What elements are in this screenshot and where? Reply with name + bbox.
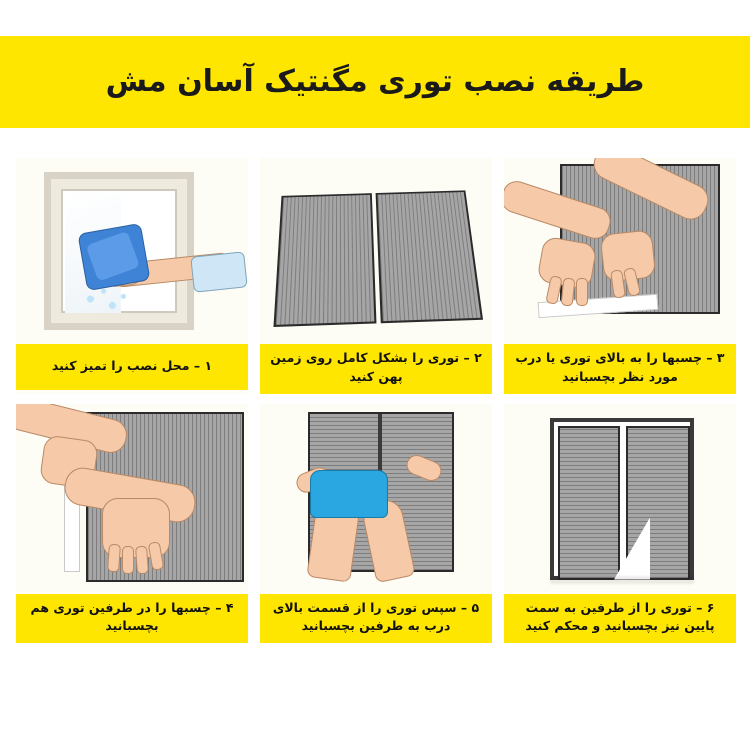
- steps-grid: [14, 158, 736, 643]
- step-card-1: [16, 158, 248, 394]
- step-card-6: [504, 404, 736, 644]
- step-card-3: [504, 158, 736, 394]
- page-title: طریقه نصب توری مگنتیک آسان مش: [105, 63, 645, 99]
- step-card-5: [260, 404, 492, 644]
- step-6-caption: ۶ – توری را از طرفین به سمت پایین نیز بچسبانید و محکم کنید: [504, 594, 736, 644]
- step-card-4: [16, 404, 248, 644]
- floor-shadow: [550, 576, 694, 584]
- step-6-illustration: [504, 404, 736, 594]
- step-1-illustration: [16, 158, 248, 344]
- mesh-spread-group: [273, 190, 483, 327]
- step-2-illustration: [260, 158, 492, 344]
- step-4-illustration: [16, 404, 248, 594]
- step-5-illustration: [260, 404, 492, 594]
- finger-icon: [576, 278, 588, 306]
- finger-icon: [107, 543, 121, 572]
- mesh-panel-right-icon: [376, 190, 483, 323]
- header-band: [0, 36, 750, 128]
- cleaning-cloth-icon: [77, 223, 150, 291]
- mesh-panel-left-icon: [273, 193, 376, 327]
- shorts-icon: [310, 470, 388, 518]
- cleaning-cloth-highlight: [86, 231, 140, 282]
- step-4-caption: ۴ – چسبها را در طرفین توری هم بچسبانید: [16, 594, 248, 644]
- step-2-caption: ۲ – توری را بشکل کامل روی زمین پهن کنید: [260, 344, 492, 394]
- step-3-illustration: [504, 158, 736, 344]
- sleeve-icon: [190, 251, 247, 292]
- step-3-caption: ۳ – چسبها را به بالای توری یا درب مورد نظر بچسبانید: [504, 344, 736, 394]
- step-card-2: [260, 158, 492, 394]
- mesh-panel-left-icon: [558, 426, 620, 580]
- door-frame-icon: [550, 418, 694, 580]
- step-5-caption: ۵ – سپس توری را از قسمت بالای درب به طرفین بچسبانید: [260, 594, 492, 644]
- finger-icon: [122, 546, 134, 574]
- finger-icon: [135, 545, 149, 574]
- step-1-caption: ۱ – محل نصب را تمیز کنید: [16, 344, 248, 390]
